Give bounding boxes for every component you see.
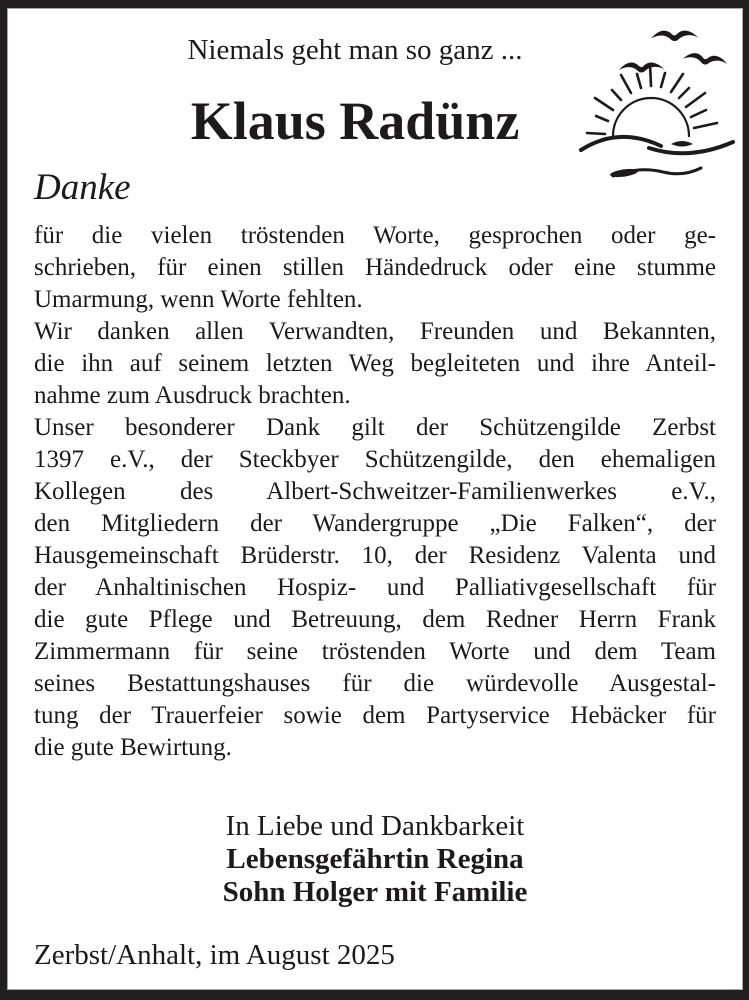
closing-block bbox=[34, 810, 716, 909]
paragraph-line: Wir danken allen Verwandten, Freunden und Bekannten, bbox=[34, 318, 716, 345]
birds-icon bbox=[619, 31, 728, 73]
paragraph-line: die gute Bewirtung. bbox=[34, 734, 232, 761]
place-date: Zerbst/Anhalt, im August 2025 bbox=[34, 939, 395, 971]
paragraph-line: die ihn auf seinem letzten Weg begleiteten und ihre Anteil- bbox=[34, 350, 716, 377]
paragraph-line: tung der Trauerfeier sowie dem Partyservice Hebäcker für bbox=[34, 702, 716, 729]
thank-you-text bbox=[34, 220, 716, 764]
epigraph: Niemals geht man so ganz ... bbox=[187, 34, 523, 66]
paragraph-line: die gute Pflege und Betreuung, dem Redner Herrn Frank bbox=[34, 606, 716, 633]
sunrise-icon bbox=[581, 64, 733, 179]
paragraph-line: der Anhaltinischen Hospiz- und Palliativgesellschaft für bbox=[34, 574, 716, 601]
paragraph-line: Zimmermann für seine tröstenden Worte und dem Team bbox=[34, 638, 716, 665]
paragraph bbox=[34, 412, 716, 764]
deceased-name: Klaus Radünz bbox=[190, 91, 520, 151]
mourner-line: Sohn Holger mit Familie bbox=[222, 876, 528, 908]
paragraph-line: den Mitgliedern der Wandergruppe „Die Falken“, der bbox=[34, 510, 716, 537]
sunrise-birds-graphic bbox=[579, 16, 741, 188]
paragraph-line: Unser besonderer Dank gilt der Schützengilde Zerbst bbox=[34, 414, 716, 441]
closing-intro: In Liebe und Dankbarkeit bbox=[225, 810, 525, 842]
notice-inner-frame bbox=[7, 8, 743, 990]
paragraph-line: Umarmung, wenn Worte fehlten. bbox=[34, 286, 363, 313]
paragraph-line: seines Bestattungshauses für die würdevolle Ausgestal- bbox=[34, 670, 716, 697]
paragraph-line: schrieben, für einen stillen Händedruck oder eine stumme bbox=[34, 254, 716, 281]
paragraph-line: nahme zum Ausdruck brachten. bbox=[34, 382, 351, 409]
paragraph bbox=[34, 316, 716, 412]
salutation: Danke bbox=[34, 167, 131, 208]
mourner-line: Lebensgefährtin Regina bbox=[226, 843, 524, 875]
paragraph-line: Kollegen des Albert-Schweitzer-Familienwerkes e.V., bbox=[34, 478, 716, 505]
paragraph-line: 1397 e.V., der Steckbyer Schützengilde, den ehemaligen bbox=[34, 446, 716, 473]
paragraph-line: Hausgemeinschaft Brüderstr. 10, der Residenz Valenta und bbox=[34, 542, 716, 569]
paragraph-line: für die vielen tröstenden Worte, gesprochen oder ge- bbox=[34, 222, 716, 249]
paragraph bbox=[34, 220, 716, 316]
